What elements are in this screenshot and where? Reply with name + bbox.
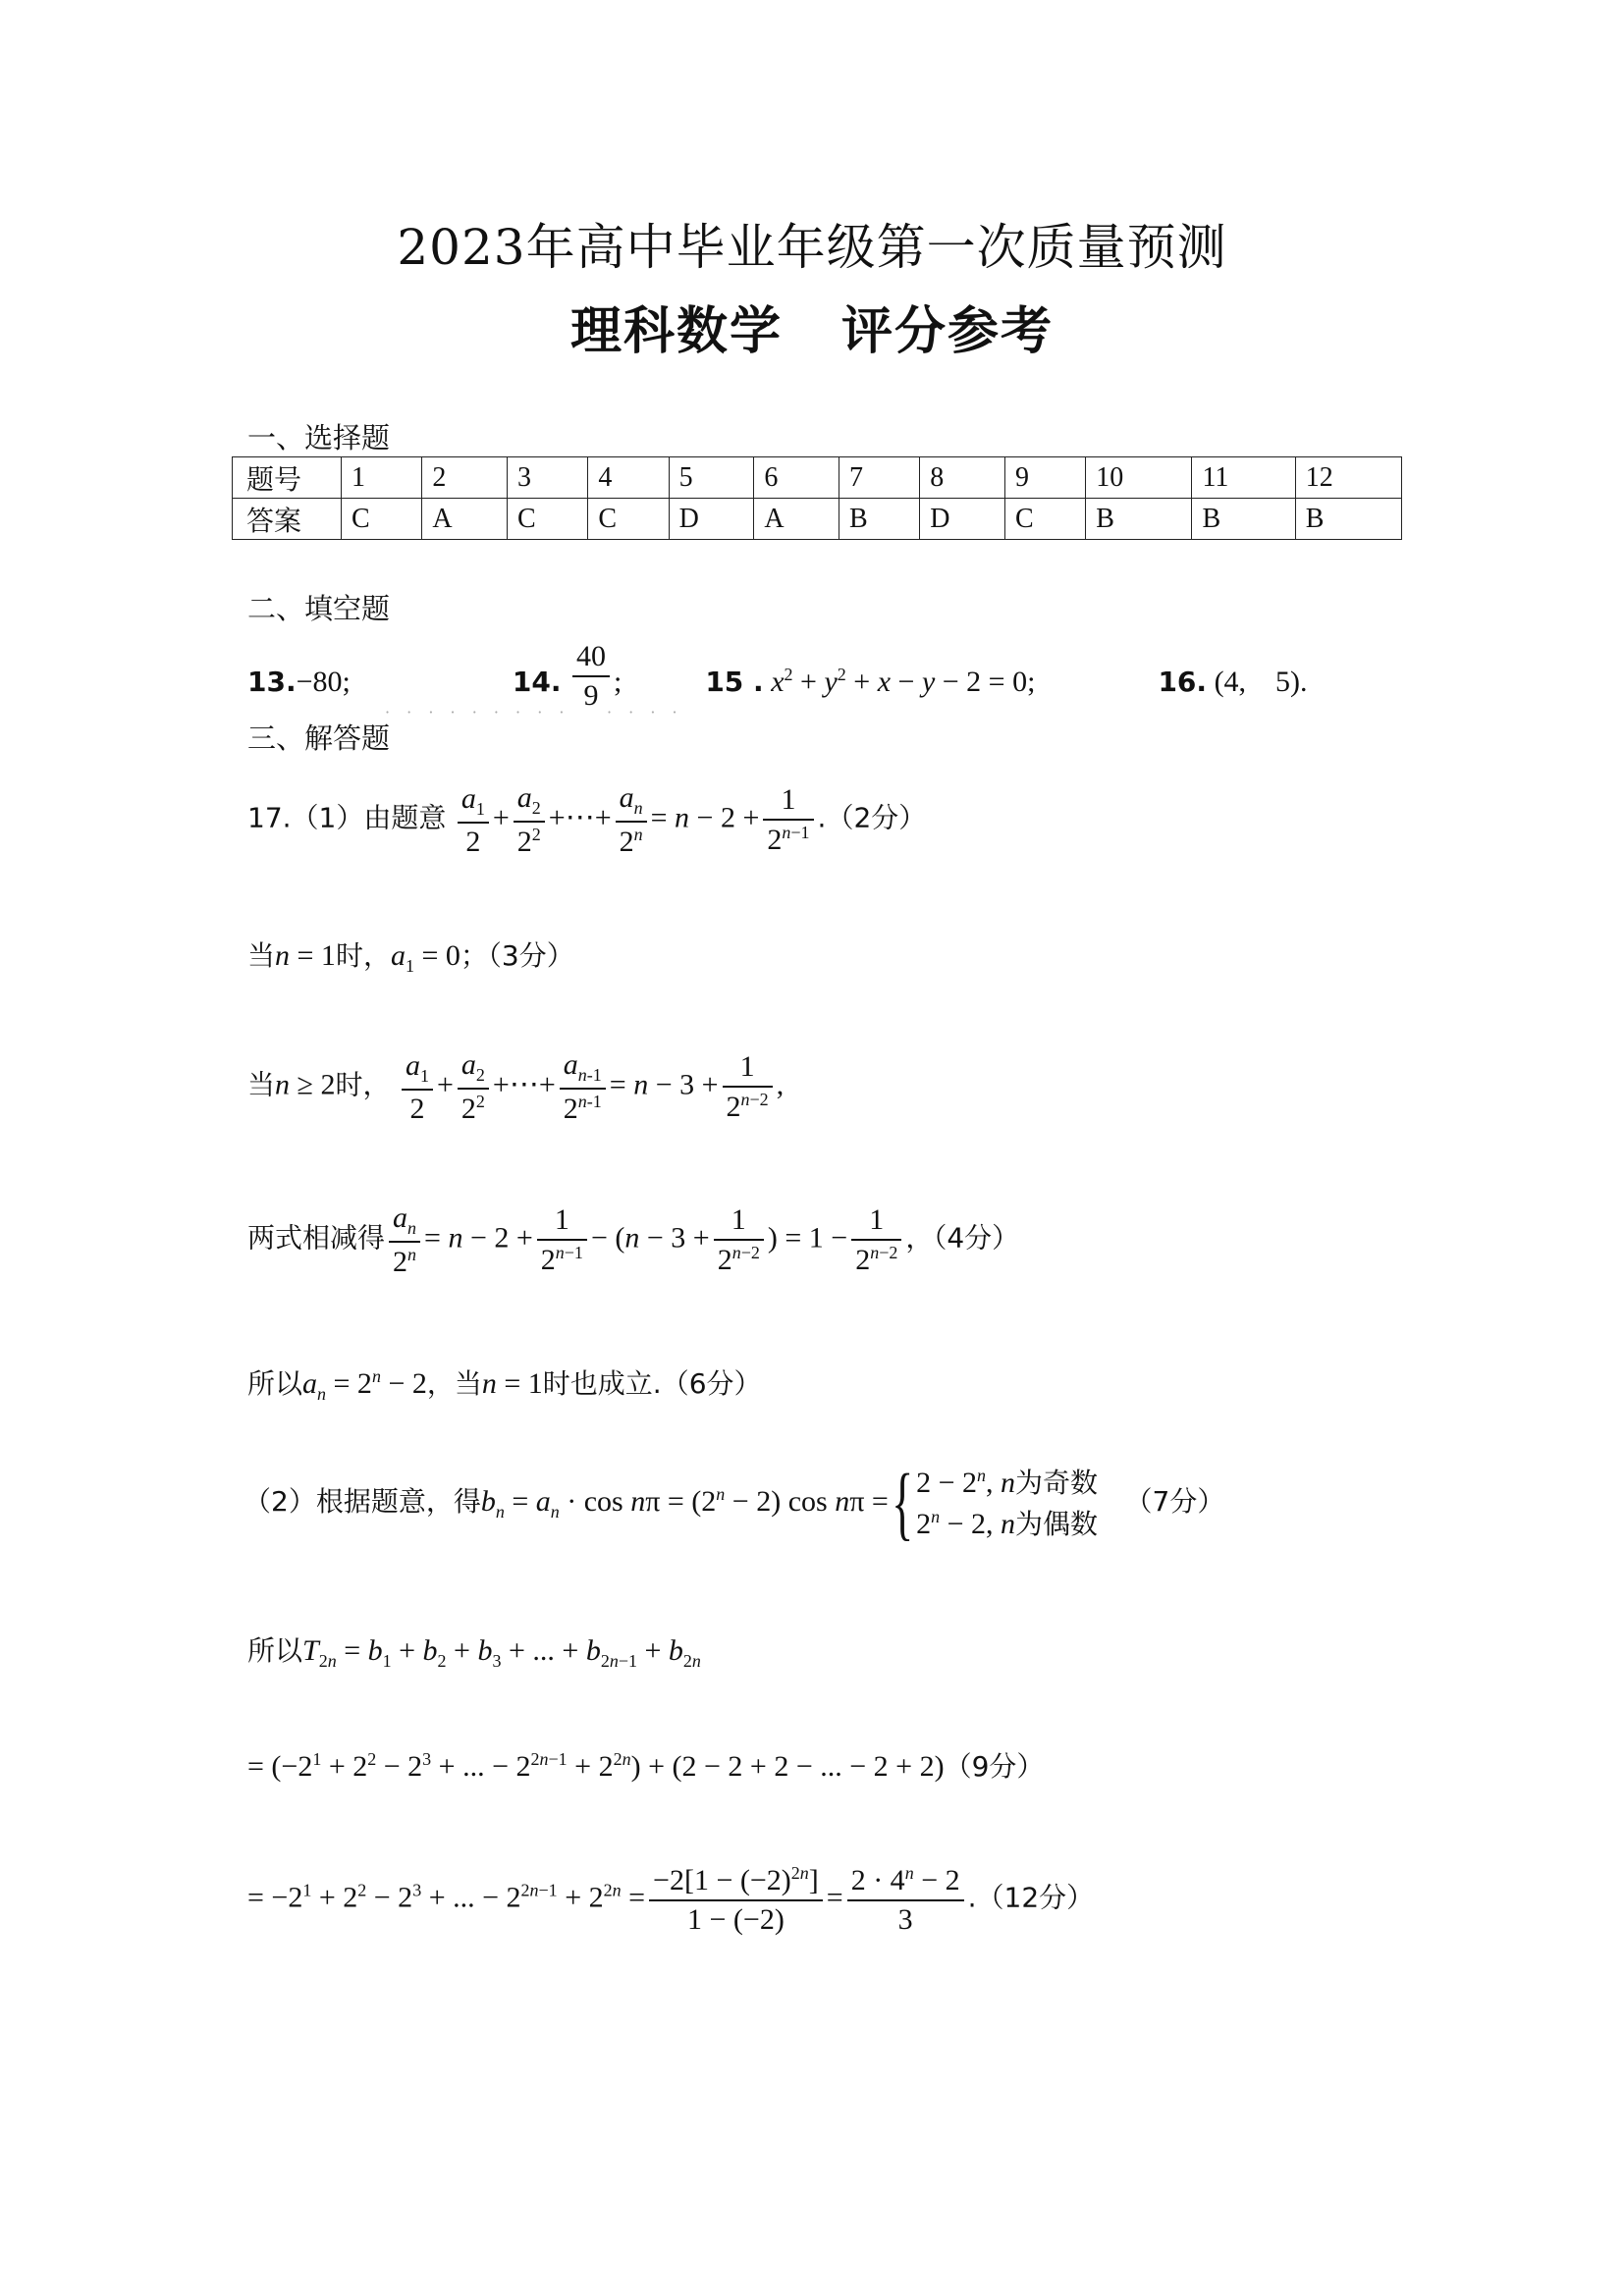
p17-line2: 当n = 1时，$a_1 = 0$；（3分） (247, 939, 574, 976)
table-cell: D (669, 499, 754, 540)
table-row-answers (233, 499, 1402, 540)
p17-line5: 所以$a_n = 2^n - 2$，当n = 1时也成立.（6分） (247, 1366, 762, 1404)
row-label-number: 题号 (233, 457, 342, 499)
q15-label: 15 . (705, 665, 764, 698)
table-cell: B (839, 499, 919, 540)
section-fill-heading: 二、填空题 (247, 592, 391, 625)
table-cell: 5 (669, 457, 754, 499)
q14-fraction: $\frac{40}{9}$ (572, 640, 610, 713)
dot-leader: · · · · · · · · · (385, 703, 570, 721)
p17-line1: 17.（1）由题意 $\frac{a_1}{2}$ + $\frac{a_2}{2^2}$ +⋯+ $\frac{a_n}{2^n}$ = n − 2 + $\frac{1}{2^{n-1}}$ .（2分） (247, 781, 927, 858)
table-cell: 7 (839, 457, 919, 499)
table-cell: B (1086, 499, 1192, 540)
row-label-answer: 答案 (233, 499, 342, 540)
q14-end: ; (613, 665, 623, 698)
section-solution-heading: 三、解答题 (247, 721, 391, 755)
p17-line4: 两式相减得 $\frac{a_n}{2^n}$ = n − 2 + $\frac{1}{2^{n-1}}$ − (n − 3 + $\frac{1}{2^{n-2}}$ ) = 1 − $\frac{1}{2^{n-2}}$ ，（4分） (247, 1201, 1020, 1278)
q13-answer: −80; (296, 665, 351, 698)
table-cell: 10 (1086, 457, 1192, 499)
table-cell: 12 (1295, 457, 1401, 499)
table-cell: 1 (342, 457, 422, 499)
table-cell: 2 (422, 457, 508, 499)
table-cell: B (1295, 499, 1401, 540)
table-cell: 6 (754, 457, 839, 499)
table-row-numbers (233, 457, 1402, 499)
dot-leader: · · · · (607, 703, 683, 721)
table-cell: C (1004, 499, 1085, 540)
table-cell: 4 (588, 457, 669, 499)
p17-line6: （2）根据题意，得$b_n = a_n \cdot \cos n\pi = (2^n - 2)$ cos nπ ={ $2 - 2^n$, n为奇数 $2^n - 2$, n为偶数 （7分） (244, 1458, 1225, 1549)
table-cell: C (588, 499, 669, 540)
table-cell: 9 (1004, 457, 1085, 499)
page-title: 2023年高中毕业年级第一次质量预测 (397, 219, 1227, 276)
table-cell: A (422, 499, 508, 540)
p17-line9: = $-2^1 + 2^2 - 2^3$ + ... − $2^{2n-1} + 2^{2n}$ = $\frac{-2[1 - (-2)^{2n}]}{1 - (-2)}$ = $\frac{2 \cdot 4^n - 2}{3}$ .（12分） (247, 1863, 1095, 1936)
page-subtitle (0, 290, 1624, 363)
q13-label: 13. (247, 665, 297, 698)
table-cell: A (754, 499, 839, 540)
p17-line8: = ($-2^1 + 2^2 - 2^3$ + ... − $2^{2n-1} + 2^{2n}) + (2 - 2 + 2$ − ... − 2 + 2)（9分） (247, 1749, 1045, 1783)
q14-label: 14. (512, 665, 562, 698)
p17-line3: 当n ≥ 2时， $\frac{a_1}{2}$ + $\frac{a_2}{2^2}$ +⋯+ $\frac{a_{n-1}}{2^{n-1}}$ = n − 3 + $\frac{1}{2^{n-2}}$ , (247, 1048, 785, 1125)
q16-label: 16. (1158, 665, 1208, 698)
table-cell: 11 (1192, 457, 1295, 499)
table-cell: C (507, 499, 587, 540)
section-choice-heading: 一、选择题 (247, 421, 391, 454)
table-cell: 3 (507, 457, 587, 499)
q15-answer: $x^2 + y^2 + x - y - 2 = 0$; (771, 664, 1036, 698)
table-cell: 8 (920, 457, 1005, 499)
p17-line7: 所以$T_{2n} = b_1 + b_2 + b_3$ + ... + $b_{2n-1} + b_{2n}$ (247, 1634, 701, 1671)
table-cell: D (920, 499, 1005, 540)
table-cell: C (342, 499, 422, 540)
table-cell: B (1192, 499, 1295, 540)
answer-table (232, 456, 1402, 540)
q16-answer: (4, 5). (1214, 665, 1308, 698)
subtitle-type: 评分参考 (841, 301, 1055, 361)
subtitle-subject: 理科数学 (569, 301, 783, 361)
